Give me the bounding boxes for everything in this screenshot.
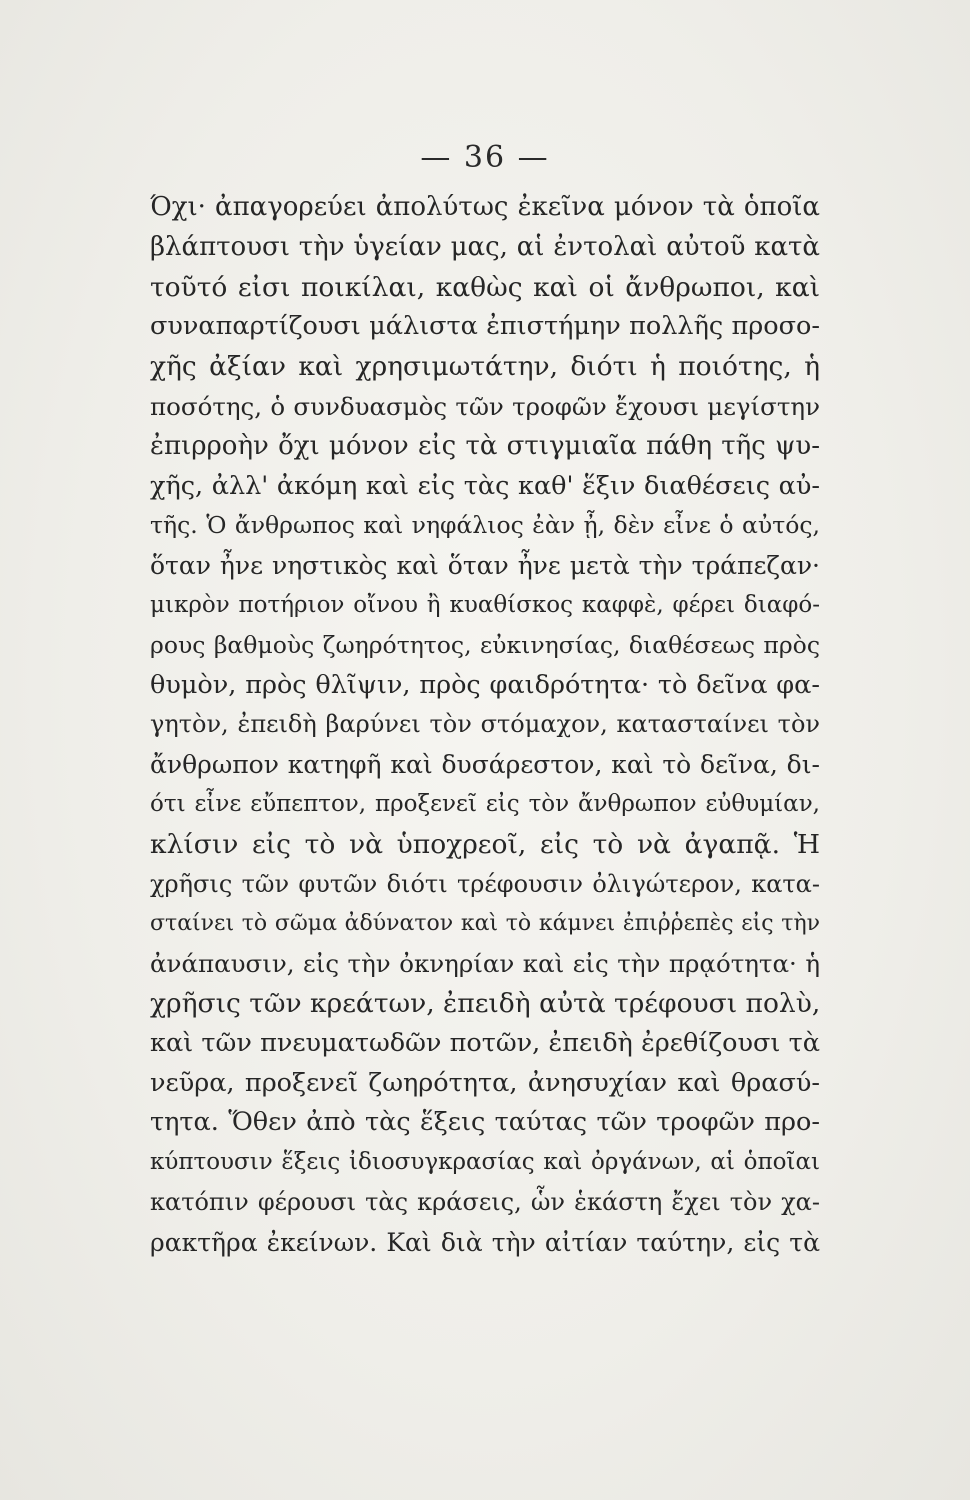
text-line: βλάπτουσι τὴν ὑγείαν μας, αἱ ἐντολαὶ αὐτοῦ κατὰ (150, 231, 820, 262)
text-line: ἄνθρωπον κατηφῆ καὶ δυσάρεστον, καὶ τὸ δεῖνα, δι- (150, 750, 820, 780)
text-line: καὶ τῶν πνευματωδῶν ποτῶν, ἐπειδὴ ἐρεθίζουσι τὰ (150, 1027, 820, 1058)
text-line: κλίσιν εἰς τὸ νὰ ὑποχρεοῖ, εἰς τὸ νὰ ἀγαπᾷ. Ἡ (150, 828, 820, 860)
text-line: ότι εἶνε εὔπεπτον, προξενεῖ εἰς τὸν ἄνθρωπον εὐθυμίαν, (150, 790, 820, 817)
text-line: γητὸν, ἐπειδὴ βαρύνει τὸν στόμαχον, κατασταίνει τὸν (150, 710, 820, 739)
text-line: χῆς ἀξίαν καὶ χρησιμωτάτην, διότι ἡ ποιότης, ἡ (150, 351, 820, 383)
text-line: θυμὸν, πρὸς θλῖψιν, πρὸς φαιδρότητα· τὸ δεῖνα φα- (150, 669, 820, 700)
text-line: ποσότης, ὁ συνδυασμὸς τῶν τροφῶν ἔχουσι μεγίστην (150, 391, 820, 421)
text-line: ρους βαθμοὺς ζωηρότητος, εὐκινησίας, διαθέσεως πρὸς (150, 630, 820, 659)
text-line: τητα. Ὅθεν ἀπὸ τὰς ἕξεις ταύτας τῶν τροφῶν προ- (150, 1107, 820, 1138)
text-line: ρακτῆρα ἐκείνων. Καὶ διὰ τὴν αἰτίαν ταύτην, εἰς τὰ (150, 1227, 820, 1257)
text-line: κύπτουσιν ἕξεις ἰδιοσυγκρασίας καὶ ὀργάνων, αἱ ὁποῖαι (150, 1149, 820, 1176)
text-line: κατόπιν φέρουσι τὰς κράσεις, ὧν ἑκάστη ἔχει τὸν χα- (150, 1187, 820, 1216)
text-line: τῆς. Ὁ ἄνθρωπος καὶ νηφάλιος ἐὰν ᾖ, δὲν εἶνε ὁ αὐτός, (150, 511, 820, 540)
text-line: ὅταν ἦνε νηστικὸς καὶ ὅταν ἦνε μετὰ τὴν τράπεζαν· (150, 551, 820, 581)
body-text (150, 188, 820, 1263)
text-line: νεῦρα, προξενεῖ ζωηρότητα, ἀνησυχίαν καὶ θρασύ- (150, 1067, 820, 1098)
text-line: χρῆσις τῶν φυτῶν διότι τρέφουσιν ὀλιγώτερον, κατα- (150, 869, 820, 898)
text-line: μικρὸν ποτήριον οἴνου ἢ κυαθίσκος καφφὲ, φέρει διαφό- (150, 591, 820, 618)
text-line: ἀνάπαυσιν, εἰς τὴν ὀκνηρίαν καὶ εἰς τὴν πρᾳότητα· ἡ (150, 949, 820, 979)
text-line: χῆς, ἀλλ' ἀκόμη καὶ εἰς τὰς καθ' ἕξιν διαθέσεις αὐ- (150, 470, 820, 501)
text-line: σταίνει τὸ σῶμα ἀδύνατον καὶ τὸ κάμνει ἐπιῤῥεπὲς εἰς τὴν (150, 911, 820, 937)
text-line: τοῦτό εἰσι ποικίλαι, καθὼς καὶ οἱ ἄνθρωποι, καὶ (150, 271, 820, 303)
text-line: συναπαρτίζουσι μάλιστα ἐπιστήμην πολλῆς προσο- (150, 311, 820, 342)
text-line: Όχι· ἀπαγορεύει ἀπολύτως ἐκεῖνα μόνον τὰ ὁποῖα (150, 192, 820, 222)
page-number: — 36 — (420, 140, 550, 175)
text-line: ἐπιρροὴν ὄχι μόνον εἰς τὰ στιγμιαῖα πάθη τῆς ψυ- (150, 430, 820, 461)
text-line: χρῆσις τῶν κρεάτων, ἐπειδὴ αὐτὰ τρέφουσι πολὺ, (150, 987, 821, 1019)
